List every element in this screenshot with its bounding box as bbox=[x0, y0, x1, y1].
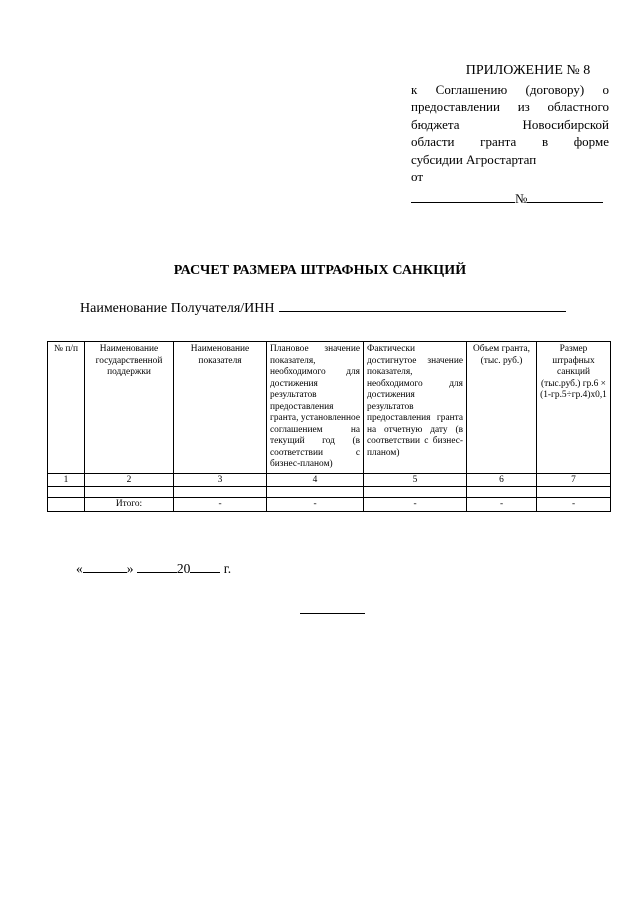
number-cell: 2 bbox=[85, 473, 174, 486]
number-cell: 3 bbox=[174, 473, 267, 486]
appendix-line: бюджета Новосибирской bbox=[411, 116, 609, 132]
signature-line bbox=[300, 613, 365, 614]
header-cell: Размер штрафных санкций (тыс.руб.) гр.6 × (1-гр.5÷гр.4)x0,1 bbox=[537, 342, 611, 474]
header-cell: Фактически достигнутое значение показателя, необходимого для достижения результатов предоставления гранта на отчетную дату (в соответствии с бизнес-планом) bbox=[364, 342, 467, 474]
appendix-date-prefix: от bbox=[411, 169, 424, 184]
header-cell: Объем гранта, (тыс. руб.) bbox=[467, 342, 537, 474]
date-year-suffix: г. bbox=[223, 561, 232, 576]
month-blank bbox=[137, 560, 177, 573]
number-cell: 5 bbox=[364, 473, 467, 486]
total-cell: - bbox=[467, 497, 537, 511]
total-cell: - bbox=[537, 497, 611, 511]
empty-cell bbox=[267, 486, 364, 497]
date-open-quote: « bbox=[76, 561, 83, 576]
number-cell: 1 bbox=[48, 473, 85, 486]
date-century: 20 bbox=[176, 561, 191, 576]
header-cell: Плановое значение показателя, необходимого для достижения результатов предоставления гранта, установленное соглашением на текущий год (в соответствии с бизнес-планом) bbox=[267, 342, 364, 474]
number-cell: 6 bbox=[467, 473, 537, 486]
date-line bbox=[76, 560, 231, 577]
empty-cell bbox=[364, 486, 467, 497]
sanctions-table bbox=[47, 341, 611, 512]
recipient-label: Наименование Получателя/ИНН bbox=[80, 301, 275, 316]
number-cell: 4 bbox=[267, 473, 364, 486]
header-cell: № п/п bbox=[48, 342, 85, 474]
total-cell: - bbox=[267, 497, 364, 511]
total-cell: - bbox=[174, 497, 267, 511]
number-blank bbox=[527, 190, 603, 203]
total-cell bbox=[48, 497, 85, 511]
total-label: Итого: bbox=[85, 497, 174, 511]
table-total-row bbox=[48, 497, 611, 511]
number-cell: 7 bbox=[537, 473, 611, 486]
empty-cell bbox=[537, 486, 611, 497]
number-sign: № bbox=[515, 190, 528, 206]
empty-cell bbox=[85, 486, 174, 497]
table-header-row bbox=[48, 342, 611, 474]
appendix-line: области гранта в форме bbox=[411, 134, 609, 149]
empty-cell bbox=[467, 486, 537, 497]
header-cell: Наименование государственной поддержки bbox=[85, 342, 174, 474]
empty-cell bbox=[48, 486, 85, 497]
appendix-block bbox=[411, 62, 609, 207]
date-close-quote: » bbox=[126, 561, 134, 576]
day-blank bbox=[83, 560, 127, 573]
table-number-row bbox=[48, 473, 611, 486]
table-empty-row bbox=[48, 486, 611, 497]
document-title: РАСЧЕТ РАЗМЕРА ШТРАФНЫХ САНКЦИЙ bbox=[173, 263, 467, 278]
header-cell: Наименование показателя bbox=[174, 342, 267, 474]
appendix-heading: ПРИЛОЖЕНИЕ № 8 bbox=[465, 63, 591, 78]
date-blank bbox=[411, 190, 515, 203]
appendix-line: предоставлении из областного bbox=[411, 99, 609, 114]
appendix-sign-line bbox=[411, 190, 609, 208]
recipient-blank bbox=[279, 299, 566, 312]
recipient-line bbox=[80, 299, 566, 317]
appendix-line: субсидии Агростартап bbox=[411, 151, 537, 167]
empty-cell bbox=[174, 486, 267, 497]
year-blank bbox=[190, 560, 220, 573]
appendix-line: к Соглашению (договору) о bbox=[411, 81, 609, 97]
total-cell: - bbox=[364, 497, 467, 511]
